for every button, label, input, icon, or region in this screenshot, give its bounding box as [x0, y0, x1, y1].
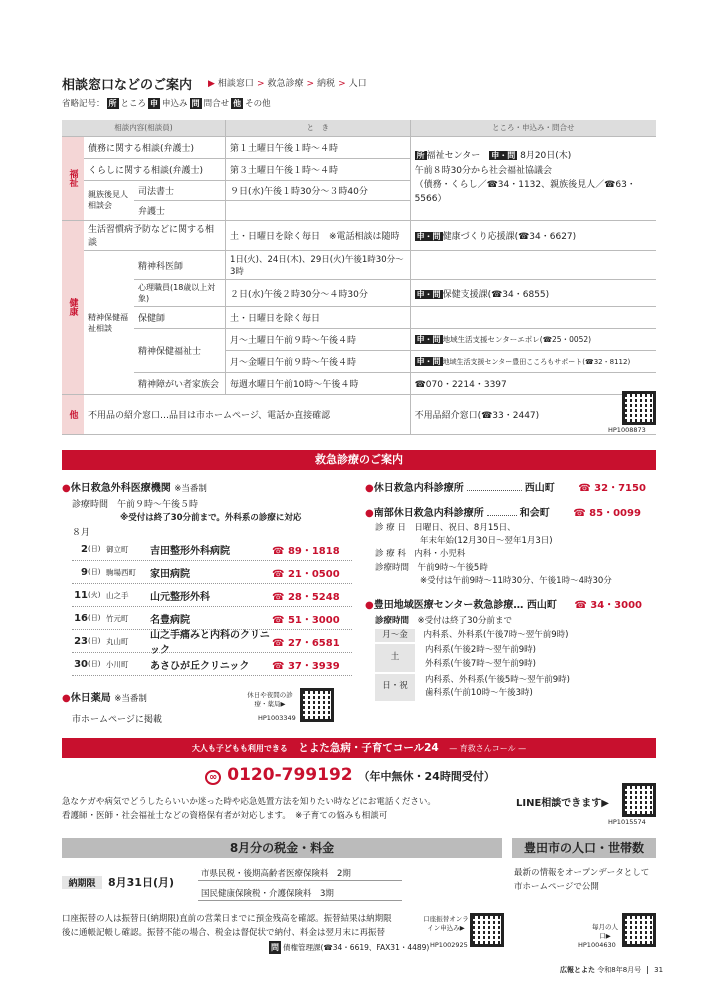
pharmacy-section: ●休日薬局 ※当番制 市ホームページに掲載 [62, 693, 162, 725]
consult-table: 相談内容(相談員) と き ところ・申込み・問合せ 福祉 債務に関する相談(弁護士) 第１土曜日午後１時〜４時 所 福祉センター 申・問 8月20日(木) 午前８時30分から社会福祉協議会 （債務・くらし／☎34・1132、親族後見人／☎63・5566） くらしに関する相談(弁護士) 第３土曜日午後１時〜４時 親族後見人相談会 司法書士 ９日(水)午後１時30分〜３時40分 弁護士 健康 生活習慣病予防などに関する相談 土・日曜日を除く毎日 ※電話相談は随時 申・問 健康づくり応援課(☎34・6627) 精神保健福祉相談 精神科医師 1日(火)、24日(木)、29日(火)午後1時30分〜3時 心理職員(18歳以上対象) ２日(水)午後２時30分〜４時30分 申・問 保健支援課(☎34・6855) 保健師 土・日曜日を除く毎日 精神保健福祉士 月〜土曜日午前９時〜午後４時 申・問 地域生活支援センターエポレ(☎25・0052) 月〜金曜日午前９時〜午後４時 申・問 地域生活支援センター豊田こころもサポート(☎32・8112) 精神障がい者家族会 毎週水曜日午前10時〜午後４時 ☎070・2214・3397 他 不用品の紹介窓口…品目は市ホームページ、電話か直接確認 不用品紹介窓口(☎33・2447) [62, 120, 656, 435]
call-banner: 大人も子どもも利用できる とよた急病・子育てコール24 — 育救さんコール — [62, 738, 656, 758]
breadcrumb: ▶ 相談窓口 > 救急診療 > 納税 > 人口 [208, 79, 367, 89]
consult-title: 相談窓口などのご案内 [62, 78, 193, 93]
crumb-emergency[interactable]: 救急診療 [267, 79, 304, 89]
tax-title: 8月分の税金・料金 [62, 838, 502, 858]
crumb-population[interactable]: 人口 [348, 79, 367, 89]
crumb-consult[interactable]: 相談窓口 [217, 79, 254, 89]
qr-code[interactable] [470, 913, 504, 947]
tax-items: 市県民税・後期高齢者医療保険料 2期 国民健康保険税・介護保険料 3期 [198, 866, 402, 901]
tax-date: 8月31日(月) [108, 876, 175, 889]
qr-code[interactable] [622, 913, 656, 947]
emergency-title: 救急診療のご案内 [62, 450, 656, 470]
list-item: 2 (日) 御立町 吉田整形外科病院 ☎ 89・1818 [72, 538, 352, 561]
surgery-section: ●休日救急外科医療機関 ※当番制 診療時間 午前９時〜午後５時 ※受付は終了30分前まで。外科系の診療に対応 ８月 2 (日) 御立町 吉田整形外科病院 ☎ 89・1818 9 (日) 駒場西町 家田病院 ☎ 21・0500 11 (火) 山之手 山元整形外科 ☎ 28・5248 16 (日) 竹元町 名豊病院 ☎ 51・3000 23 (日) 丸山町 山之手痛みと内科のクリニック ☎ 27・6581 30 (日) 小川町 あさひが丘クリニック ☎ 37・3939 [62, 479, 352, 676]
list-item: 16 (日) 竹元町 名豊病院 ☎ 51・3000 [72, 607, 352, 630]
list-item: 23 (日) 丸山町 山之手痛みと内科のクリニック ☎ 27・6581 [72, 630, 352, 653]
qr-code[interactable] [300, 688, 334, 722]
tax-text: 口座振替の人は振替日(納期限)直前の営業日までに預金残高を確認。振替結果は納期限 後に通帳記帳し確認。振替不能の場合、税金は督促状で納付、料金は翌月末に再振替 問 債権管理課(☎34・6619、FAX31・4489) [62, 912, 429, 955]
list-item: 11 (火) 山之手 山元整形外科 ☎ 28・5248 [72, 584, 352, 607]
list-item: 30 (日) 小川町 あさひが丘クリニック ☎ 37・3939 [72, 653, 352, 676]
qr-code[interactable] [622, 783, 656, 817]
line-link[interactable]: LINE相談できます▶ [516, 798, 609, 809]
call-number[interactable]: ∞ 0120-799192 （年中無休・24時間受付） [205, 765, 495, 785]
qr-code[interactable] [622, 391, 656, 425]
abbrev-legend: 省略記号： 所 ところ 申 申込み 問 問合せ 他 その他 [62, 99, 271, 109]
hp-code: HP1008873 [608, 426, 646, 434]
call-text: 急なケガや病気でどうしたらいいか迷った時や応急処置方法を知りたい時などにお電話ください。 看護師・医師・社会福祉士などの資格保有者が対応します。 ※子育ての悩みも相談可 [62, 797, 436, 822]
list-item: 9 (日) 駒場西町 家田病院 ☎ 21・0500 [72, 561, 352, 584]
population-title: 豊田市の人口・世帯数 [512, 838, 656, 858]
crumb-tax[interactable]: 納税 [317, 79, 336, 89]
footer: 広報とよた 令和8年8月号 31 [560, 966, 664, 974]
clinics-section: ●休日救急内科診療所 西山町 ☎ 32・7150 ●南部休日救急内科診療所 和会町 ☎ 85・0099 診 療 日 日曜日、祝日、8月15日、 年末年始(12月30日〜翌年1月3日) 診 療 科 内科・小児科 診療時間 午前9時〜午後5時 ※受付は午前9時〜11時30分、午後1時〜4時30分 ●豊田地域医療センター救急診療… 西山町 ☎ 34・3000 診療時間 ※受付は終了30分前まで 月〜金 内科系、外科系(午後7時〜翌午前9時) 土 内科系(午後2時〜翌午前9時) 外科系(午後7時〜翌午前9時) 日・祝 内科系、外科系(午後5時〜翌午前9時) 歯科系(午前10時〜午後3時) [365, 479, 655, 701]
